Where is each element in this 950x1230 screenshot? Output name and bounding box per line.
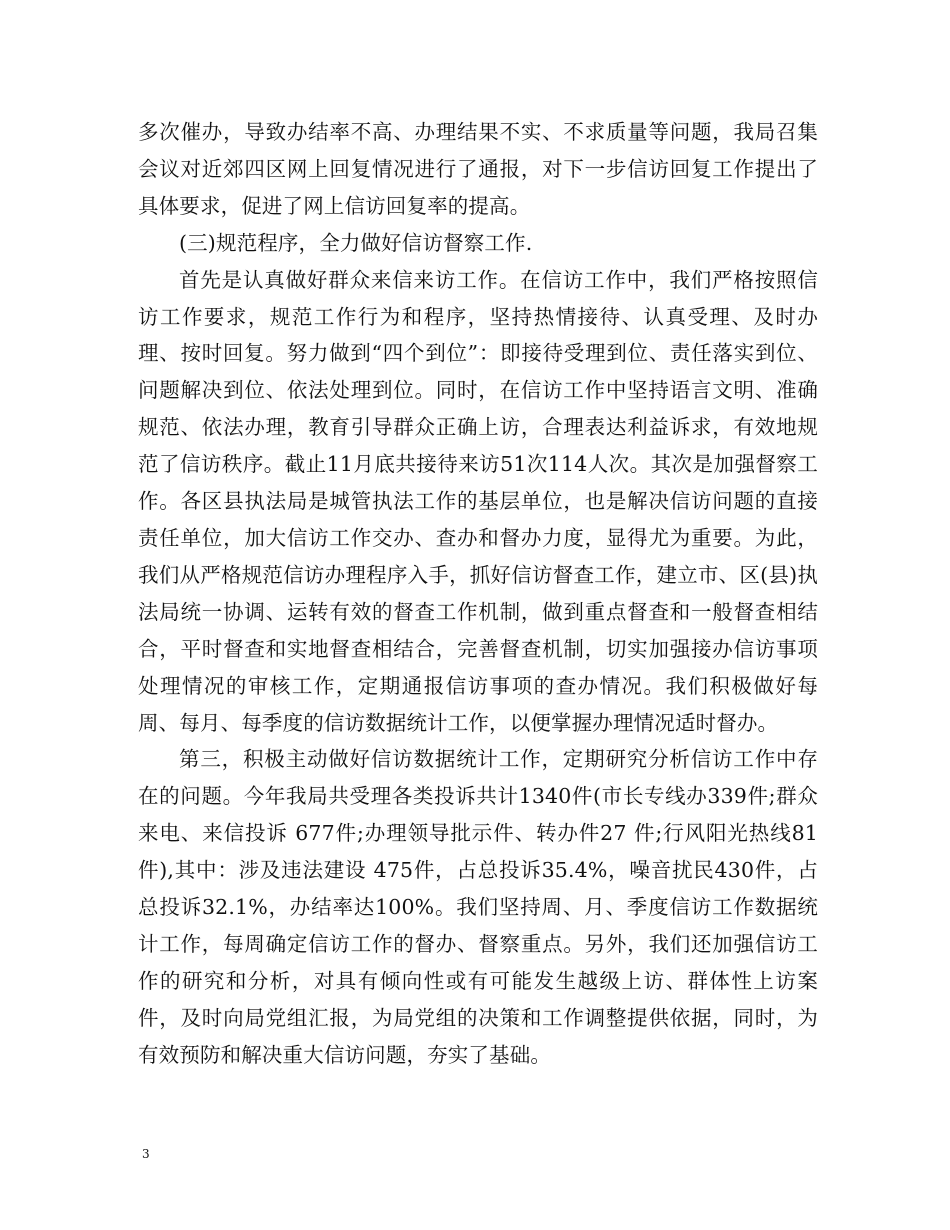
document-body <box>138 114 818 1074</box>
paragraph-petition-work: 首先是认真做好群众来信来访工作。在信访工作中，我们严格按照信访工作要求，规范工作行为和程序，坚持热情接待、认真受理、及时办理、按时回复。努力做到“四个到位”：即接待受理到位、责任落实到位、问题解决到位、依法处理到位。同时，在信访工作中坚持语言文明、准确规范、依法办理，教育引导群众正确上访，合理表达利益诉求，有效地规范了信访秩序。截止11月底共接待来访51次114人次。其次是加强督察工作。各区县执法局是城管执法工作的基层单位，也是解决信访问题的直接责任单位，加大信访工作交办、查办和督办力度，显得尤为重要。为此，我们从严格规范信访办理程序入手，抓好信访督查工作，建立市、区(县)执法局统一协调、运转有效的督查工作机制，做到重点督查和一般督查相结合，平时督查和实地督查相结合，完善督查机制，切实加强接办信访事项处理情况的审核工作，定期通报信访事项的查办情况。我们积极做好每周、每月、每季度的信访数据统计工作，以便掌握办理情况适时督办。 <box>138 267 818 735</box>
section-heading: (三)规范程序，全力做好信访督察工作. <box>179 230 533 255</box>
paragraph-statistics: 第三，积极主动做好信访数据统计工作，定期研究分析信访工作中存在的问题。今年我局共受理各类投诉共计1340件(市长专线办339件;群众来电、来信投诉 677件;办理领导批示件、转办件27 件;行风阳光热线81件),其中：涉及违法建设 475件，占总投诉35.4%，噪音扰民430件，占总投诉32.1%，办结率达100%。我们坚持周、月、季度信访工作数据统计工作，每周确定信访工作的督办、督察重点。另外，我们还加强信访工作的研究和分析，对具有倾向性或有可能发生越级上访、群体性上访案件，及时向局党组汇报，为局党组的决策和工作调整提供依据，同时，为有效预防和解决重大信访问题，夯实了基础。 <box>138 747 818 1067</box>
page-number: 3 <box>142 1147 150 1161</box>
paragraph-continuation: 多次催办，导致办结率不高、办理结果不实、不求质量等问题，我局召集会议对近郊四区网上回复情况进行了通报，对下一步信访回复工作提出了具体要求，促进了网上信访回复率的提高。 <box>138 120 818 218</box>
